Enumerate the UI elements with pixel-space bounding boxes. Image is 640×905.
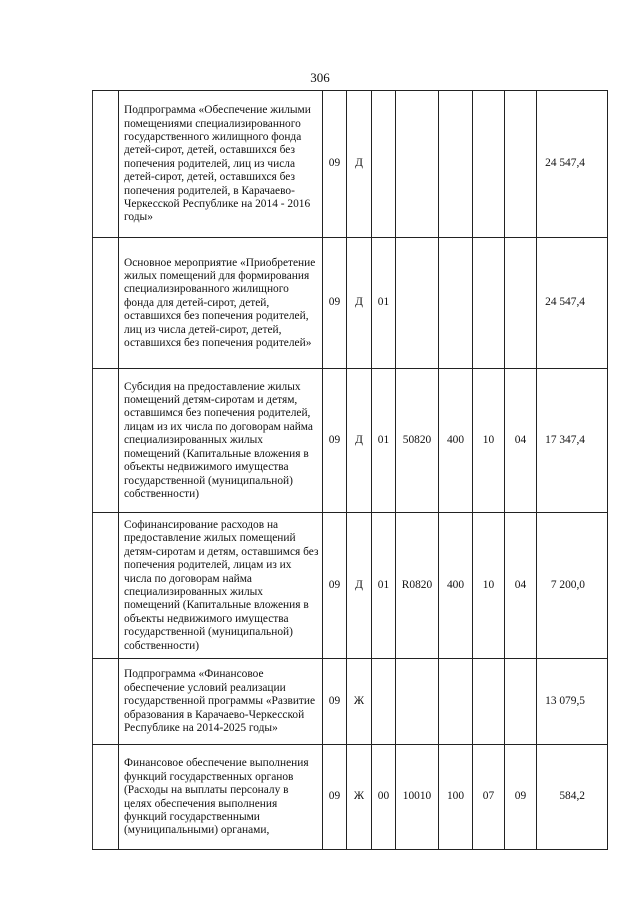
table-row <box>93 369 608 513</box>
code-cell: 09 <box>505 745 537 850</box>
row-name-cell: Финансовое обеспечение выполнения функций государственных органов (Расходы на выплаты персоналу в целях обеспечения выполнения функций государственными (муниципальными) органами, <box>119 745 323 850</box>
row-name-cell: Субсидия на предоставление жилых помещений детям-сиротам и детям, оставшимся без попечения родителей, лицам из их числа по договорам найма специализированных жилых помещений (Капитальные вложения в объекты недвижимого имущества государственной (муниципальной) собственности) <box>119 369 323 513</box>
amount-cell: 584,2 <box>537 745 608 850</box>
table-row <box>93 659 608 745</box>
code-cell: 04 <box>505 369 537 513</box>
amount-cell: 24 547,4 <box>537 91 608 238</box>
code-cell: 09 <box>323 659 347 745</box>
code-cell: 100 <box>439 745 473 850</box>
amount-cell: 24 547,4 <box>537 238 608 369</box>
code-cell: Д <box>347 369 372 513</box>
code-cell <box>473 91 505 238</box>
code-cell <box>396 238 439 369</box>
code-cell: 09 <box>323 369 347 513</box>
code-cell <box>372 91 396 238</box>
table-row <box>93 513 608 659</box>
page-number: 306 <box>310 70 330 85</box>
row-index-cell <box>93 513 119 659</box>
code-cell: Д <box>347 238 372 369</box>
row-index-cell <box>93 91 119 238</box>
code-cell <box>473 238 505 369</box>
code-cell <box>439 91 473 238</box>
code-cell: R0820 <box>396 513 439 659</box>
code-cell <box>505 91 537 238</box>
code-cell: Д <box>347 513 372 659</box>
code-cell <box>505 238 537 369</box>
code-cell: Ж <box>347 659 372 745</box>
code-cell <box>473 659 505 745</box>
row-name-cell: Основное мероприятие «Приобретение жилых помещений для формирования специализированного жилищного фонда для детей-сирот, детей, оставшихся без попечения родителей, лиц из числа детей-сирот, детей, оставшихся без попечения родителей» <box>119 238 323 369</box>
code-cell: 10 <box>473 513 505 659</box>
code-cell: 09 <box>323 745 347 850</box>
code-cell: 01 <box>372 369 396 513</box>
row-name-cell: Подпрограмма «Обеспечение жилыми помещениями специализированного государственного жилищного фонда детей-сирот, детей, оставшихся без попечения родителей, лиц из числа детей-сирот, детей, оставшихся без попечения родителей, в Карачаево-Черкесской Республике на 2014 - 2016 годы» <box>119 91 323 238</box>
code-cell: Д <box>347 91 372 238</box>
code-cell: 10010 <box>396 745 439 850</box>
code-cell <box>439 238 473 369</box>
code-cell: 400 <box>439 513 473 659</box>
code-cell: 01 <box>372 238 396 369</box>
code-cell: 09 <box>323 238 347 369</box>
row-index-cell <box>93 238 119 369</box>
budget-table <box>92 90 608 850</box>
amount-cell: 13 079,5 <box>537 659 608 745</box>
code-cell <box>396 659 439 745</box>
code-cell: Ж <box>347 745 372 850</box>
row-index-cell <box>93 659 119 745</box>
code-cell: 10 <box>473 369 505 513</box>
code-cell: 00 <box>372 745 396 850</box>
code-cell: 01 <box>372 513 396 659</box>
table-row <box>93 238 608 369</box>
code-cell: 07 <box>473 745 505 850</box>
row-name-cell: Софинансирование расходов на предоставление жилых помещений детям-сиротам и детям, оставшимся без попечения родителей, лицам из их числа по договорам найма специализированных жилых помещений (Капитальные вложения в объекты недвижимого имущества государственной (муниципальной) собственности) <box>119 513 323 659</box>
code-cell: 04 <box>505 513 537 659</box>
code-cell <box>439 659 473 745</box>
table-row <box>93 91 608 238</box>
code-cell <box>372 659 396 745</box>
code-cell: 400 <box>439 369 473 513</box>
row-name-cell: Подпрограмма «Финансовое обеспечение условий реализации государственной программы «Развитие образования в Карачаево-Черкесской Республике на 2014-2025 годы» <box>119 659 323 745</box>
amount-cell: 17 347,4 <box>537 369 608 513</box>
amount-cell: 7 200,0 <box>537 513 608 659</box>
code-cell <box>505 659 537 745</box>
code-cell: 09 <box>323 513 347 659</box>
table-row <box>93 745 608 850</box>
code-cell: 50820 <box>396 369 439 513</box>
row-index-cell <box>93 369 119 513</box>
code-cell: 09 <box>323 91 347 238</box>
row-index-cell <box>93 745 119 850</box>
code-cell <box>396 91 439 238</box>
